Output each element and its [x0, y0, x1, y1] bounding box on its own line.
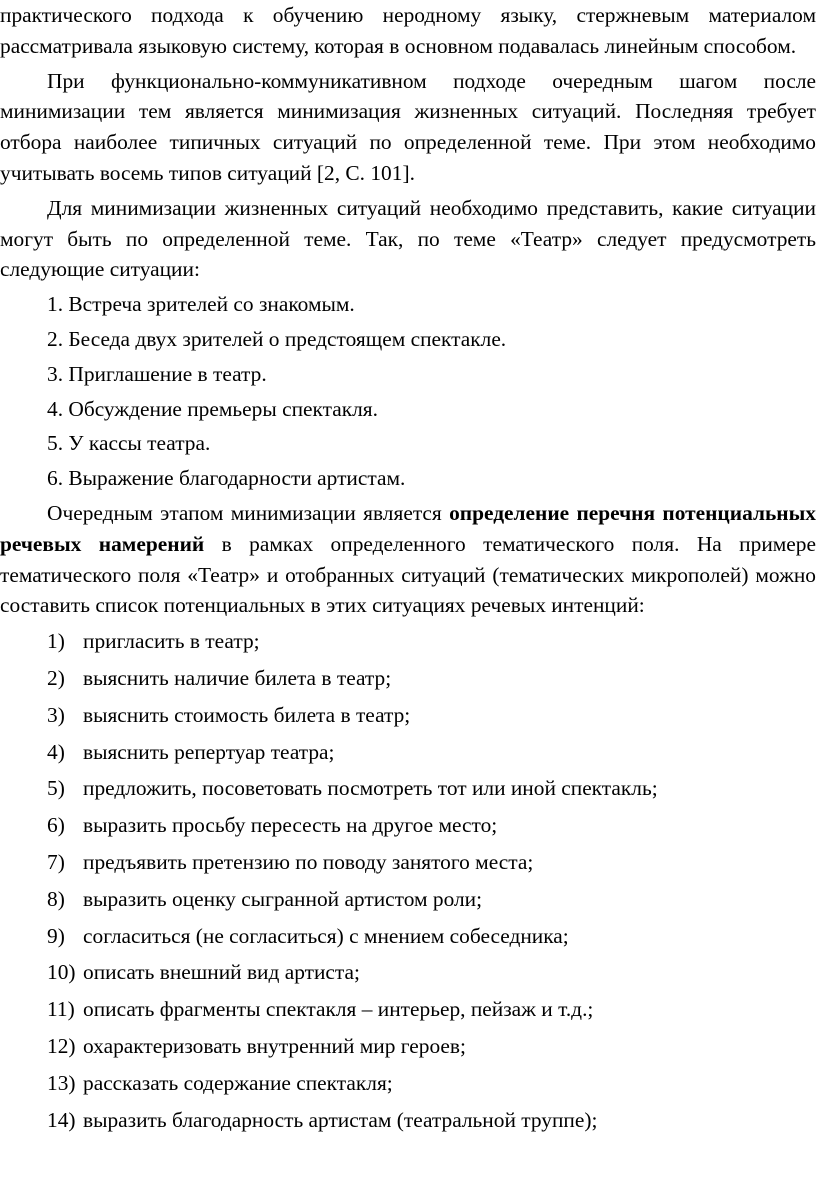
intention-text: описать фрагменты спектакля – интерьер, пейзаж и т.д.;	[83, 997, 594, 1022]
paragraph-4-bold: определение перечня потенциальных речевых намерений	[0, 500, 816, 556]
intention-number: 8)	[47, 886, 65, 911]
intention-text: предъявить претензию по поводу занятого места;	[83, 849, 534, 874]
situation-item: 6. Выражение благодарности артистам.	[47, 466, 406, 491]
intention-item	[0, 916, 816, 953]
intention-text: описать внешний вид артиста;	[83, 960, 360, 985]
intention-text: предложить, посоветовать посмотреть тот или иной спектакль;	[83, 776, 658, 801]
intention-number: 2)	[47, 665, 65, 690]
intention-item	[0, 989, 816, 1026]
intention-item	[0, 695, 816, 732]
situation-item: 2. Беседа двух зрителей о предстоящем спектакле.	[47, 326, 507, 351]
intention-number: 1)	[47, 629, 65, 654]
situation-item: 3. Приглашение в театр.	[47, 361, 267, 386]
intention-item	[0, 1026, 816, 1063]
paragraph-1: практического подхода к обучению неродному языку, стержневым материалом рассматривала языковую систему, которая в основном подавалась линейным способом.	[0, 3, 816, 58]
intention-number: 5)	[47, 776, 65, 801]
intention-number: 13)	[47, 1070, 76, 1095]
intention-text: рассказать содержание спектакля;	[83, 1070, 393, 1095]
paragraph-4	[0, 498, 816, 621]
intention-item	[0, 621, 816, 658]
situation-item: 4. Обсуждение премьеры спектакля.	[47, 396, 378, 421]
intention-text: выразить просьбу пересесть на другое место;	[83, 813, 498, 838]
intention-text: выразить благодарность артистам (театральной труппе);	[83, 1107, 598, 1132]
intention-number: 9)	[47, 923, 65, 948]
intention-text: выяснить репертуар театра;	[83, 739, 335, 764]
intention-item	[0, 1063, 816, 1100]
intention-number: 3)	[47, 702, 65, 727]
intentions-list	[0, 621, 816, 1136]
intention-text: пригласить в театр;	[83, 629, 260, 654]
paragraph-3: Для минимизации жизненных ситуаций необходимо представить, какие ситуации могут быть по определенной теме. Так, по теме «Театр» следует предусмотреть следующие ситуации:	[0, 195, 816, 282]
intention-text: выяснить наличие билета в театр;	[83, 665, 392, 690]
intention-number: 12)	[47, 1033, 76, 1058]
intention-item	[0, 1100, 816, 1137]
situations-list	[0, 285, 816, 494]
situation-item: 5. У кассы театра.	[47, 431, 211, 456]
intention-item	[0, 805, 816, 842]
intention-item	[0, 768, 816, 805]
intention-number: 7)	[47, 849, 65, 874]
intention-text: выразить оценку сыгранной артистом роли;	[83, 886, 483, 911]
paragraph-4-end: в рамках определенного тематического поля. На примере тематического поля «Театр» и отобранных ситуаций (тематических микрополей) можно составить список потенциальных в этих ситуациях речевых интенций:	[0, 531, 816, 618]
situation-item: 1. Встреча зрителей со знакомым.	[47, 292, 355, 317]
intention-text: выяснить стоимость билета в театр;	[83, 702, 411, 727]
intention-number: 14)	[47, 1107, 76, 1132]
intention-item	[0, 842, 816, 879]
intention-number: 10)	[47, 960, 76, 985]
intention-number: 4)	[47, 739, 65, 764]
intention-item	[0, 732, 816, 769]
intention-number: 11)	[47, 997, 75, 1022]
intention-item	[0, 952, 816, 989]
paragraph-4-start: Очередным этапом минимизации является	[47, 500, 450, 525]
intention-item	[0, 879, 816, 916]
intention-item	[0, 658, 816, 695]
paragraph-2: При функционально-коммуникативном подходе очередным шагом после минимизации тем является минимизация жизненных ситуаций. Последняя требует отбора наиболее типичных ситуаций по определенной теме. При этом необходимо учитывать восемь типов ситуаций [2, С. 101].	[0, 68, 816, 185]
intention-text: охарактеризовать внутренний мир героев;	[83, 1033, 466, 1058]
intention-text: согласиться (не согласиться) с мнением собеседника;	[83, 923, 569, 948]
intention-number: 6)	[47, 813, 65, 838]
